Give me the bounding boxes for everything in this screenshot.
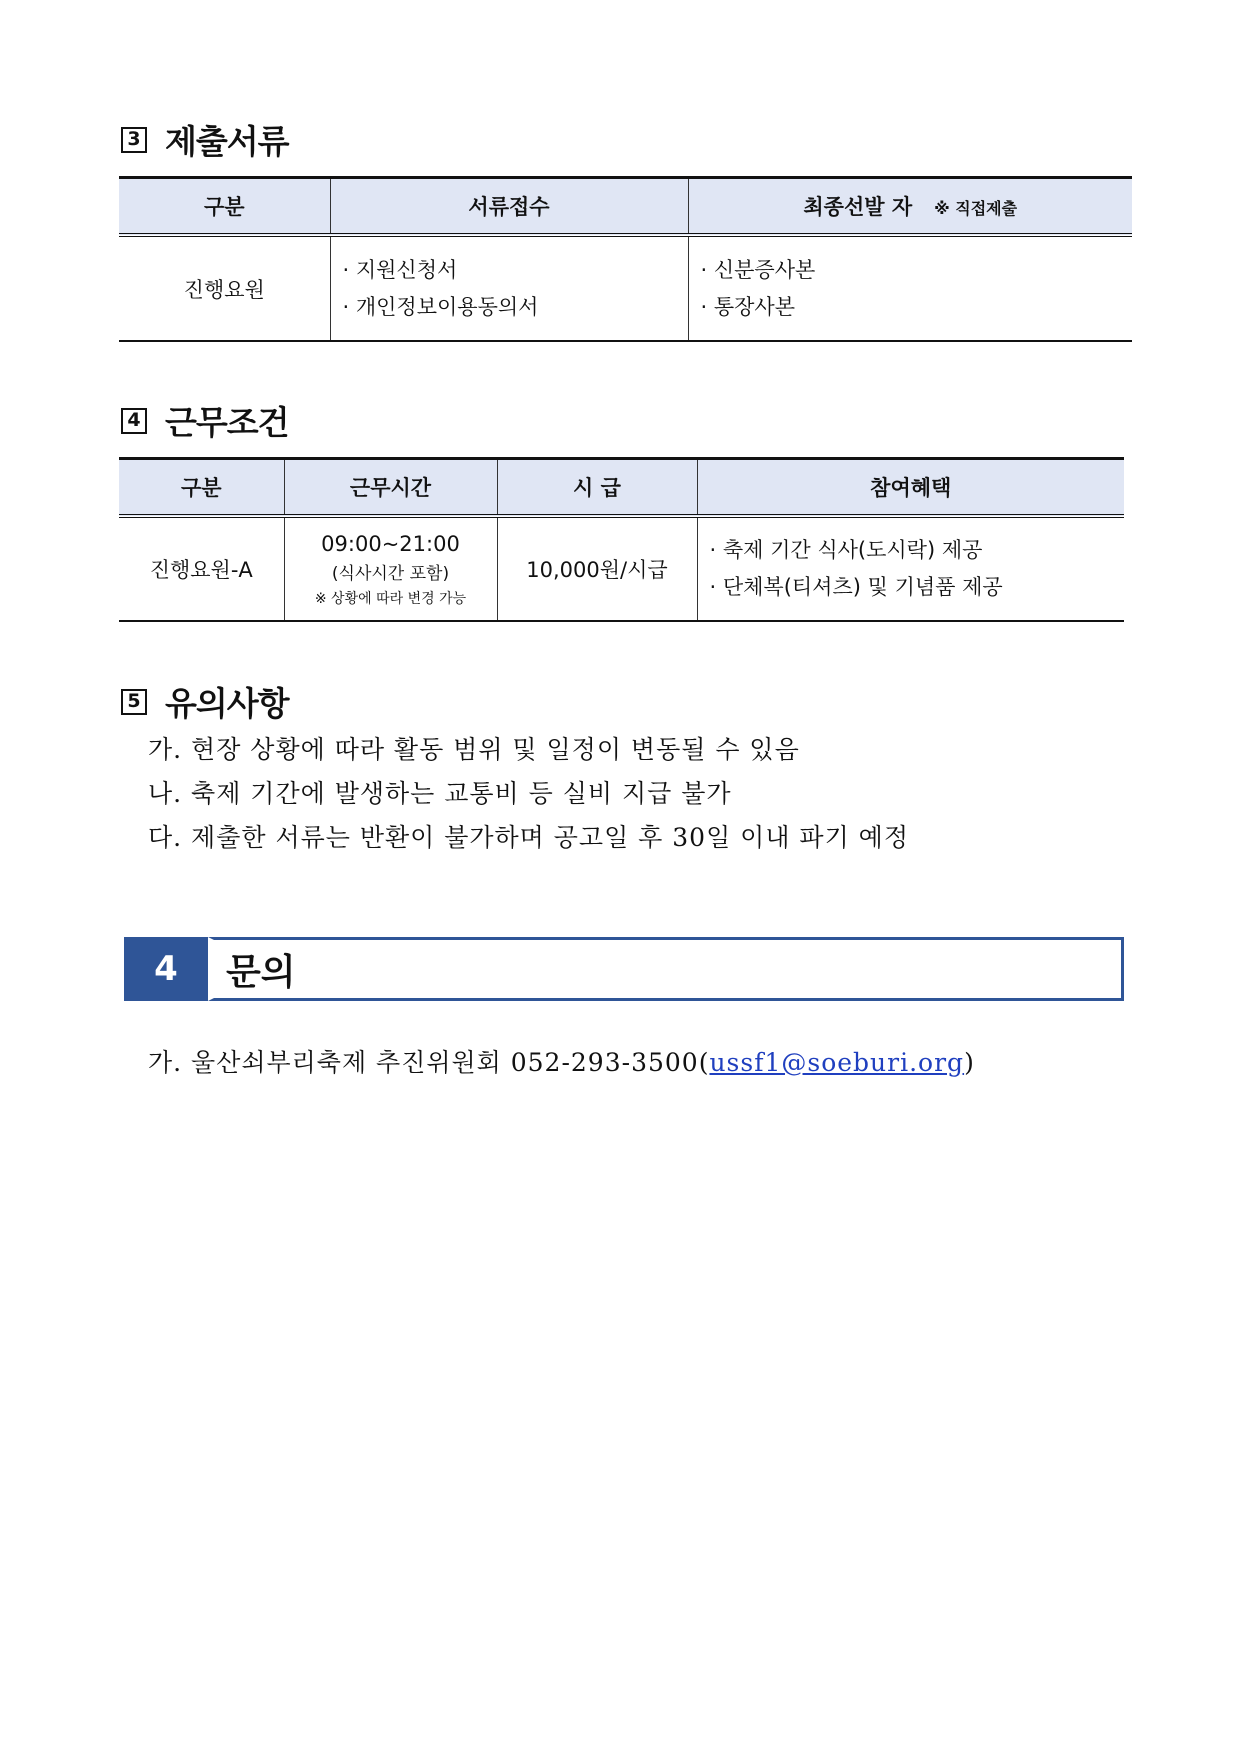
contact-suffix: )	[964, 1048, 975, 1077]
row-category: 진행요원-A	[119, 516, 284, 621]
benefits-cell	[697, 516, 1124, 621]
col-header-final-selection	[688, 178, 1132, 236]
contact-line	[148, 1041, 975, 1085]
list-item: · 지원신청서	[342, 257, 458, 282]
list-item: · 단체복(티셔츠) 및 기념품 제공	[709, 575, 1003, 599]
final-docs-cell	[688, 235, 1132, 341]
list-item: · 축제 기간 식사(도시락) 제공	[709, 538, 983, 562]
change-note: ※ 상황에 따라 변경 가능	[314, 591, 467, 607]
table-header-row	[119, 178, 1132, 236]
table-row	[119, 516, 1124, 621]
col-header-category: 구분	[119, 178, 330, 236]
section5-title: 유의사항	[165, 684, 289, 723]
inquiry-number: 4	[124, 937, 208, 1001]
col-header-work-hours: 근무시간	[284, 459, 497, 517]
email-link[interactable]: ussf1@soeburi.org	[709, 1048, 965, 1077]
section4-number: 4	[121, 408, 147, 434]
final-selection-label: 최종선발 자	[803, 195, 913, 219]
list-item: 나. 축제 기간에 발생하는 교통비 등 실비 지급 불가	[148, 779, 732, 808]
work-conditions-table	[119, 457, 1124, 622]
hourly-wage: 10,000원/시급	[497, 516, 697, 621]
section3-number: 3	[121, 127, 147, 153]
list-item: · 개인정보이용동의서	[342, 294, 539, 319]
list-item: · 통장사본	[700, 294, 795, 319]
section3-heading	[121, 116, 289, 163]
section4-heading	[121, 397, 289, 444]
col-header-hourly-wage: 시 급	[497, 459, 697, 517]
work-hours-cell	[284, 516, 497, 621]
inquiry-title: 문의	[208, 937, 1124, 1001]
receipt-docs-cell	[330, 235, 688, 341]
direct-submission-note: ※ 직접제출	[934, 199, 1018, 218]
precautions-list	[148, 728, 909, 860]
section3-title: 제출서류	[165, 122, 289, 161]
section4-title: 근무조건	[165, 403, 289, 442]
work-hours: 09:00~21:00	[321, 532, 460, 556]
row-category: 진행요원	[119, 235, 330, 341]
table-row	[119, 235, 1132, 341]
section5-number: 5	[121, 689, 147, 715]
section5-heading	[121, 678, 289, 725]
list-item: 다. 제출한 서류는 반환이 불가하며 공고일 후 30일 이내 파기 예정	[148, 823, 909, 852]
meal-time-note: (식사시간 포함)	[331, 564, 450, 584]
list-item: · 신분증사본	[700, 257, 816, 282]
col-header-benefits: 참여혜택	[697, 459, 1124, 517]
list-item: 가. 현장 상황에 따라 활동 범위 및 일정이 변동될 수 있음	[148, 735, 800, 764]
table-header-row	[119, 459, 1124, 517]
col-header-doc-receipt: 서류접수	[330, 178, 688, 236]
contact-text: 가. 울산쇠부리축제 추진위원회 052-293-3500(	[148, 1048, 710, 1077]
submission-documents-table	[119, 176, 1132, 342]
col-header-category: 구분	[119, 459, 284, 517]
inquiry-banner	[124, 937, 1124, 1001]
